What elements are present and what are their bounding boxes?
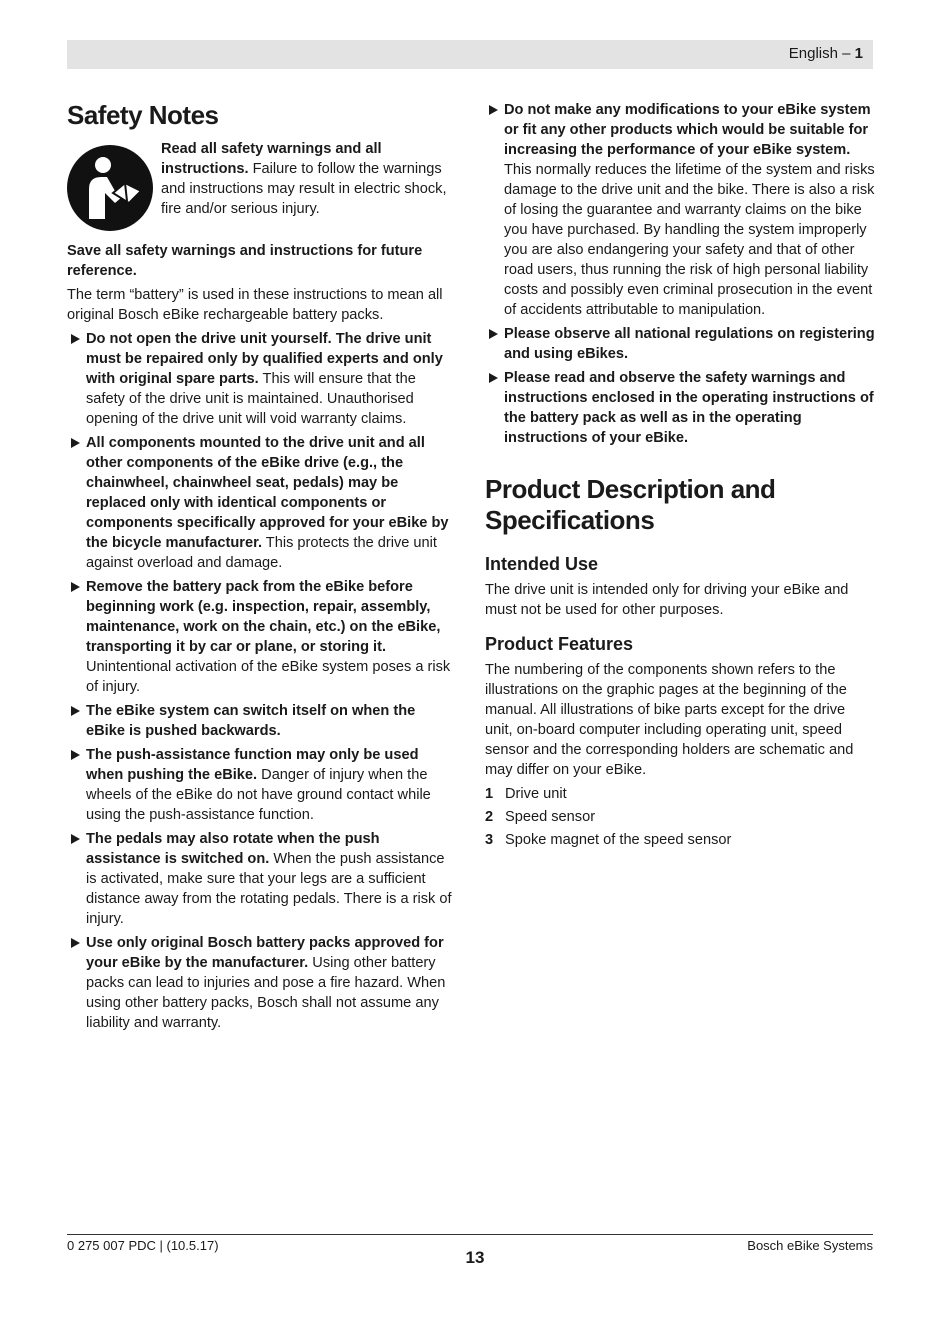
intro-text: Read all safety warnings and all instructions. Failure to follow the warnings and instructions may result in electric shock, fire and/or serious injury. <box>161 141 447 217</box>
header-language: English – 1 <box>788 45 863 62</box>
page-header <box>67 40 873 69</box>
bullet-item: Do not open the drive unit yourself. The drive unit must be repaired only by qualified experts and only with original spare parts. This will ensure that the safety of the drive unit is maintained. Unauthorised opening of the drive unit will void warranty claims. <box>67 329 457 429</box>
product-features-heading: Product Features <box>485 634 634 654</box>
list-item: 2 Speed sensor <box>485 809 596 825</box>
component-list <box>485 784 875 850</box>
header-page: 1 <box>854 45 863 62</box>
product-features-text: The numbering of the components shown refers to the illustrations on the graphic pages at the beginning of the manual. All illustrations of bike parts except for the drive unit, on-board computer including operating unit, speed sensor and the corresponding holders are schematic and may differ on your eBike. <box>485 662 854 778</box>
bullet-item: Please read and observe the safety warnings and instructions enclosed in the operating instructions of the battery pack as well as in the operating instructions of your eBike. <box>485 368 875 448</box>
safety-notes-title: Safety Notes <box>67 100 219 130</box>
bullet-item: Use only original Bosch battery packs approved for your eBike by the manufacturer. Using other battery packs can lead to injuries and pose a fire hazard. When using other battery packs, Bosch shall not assume any liability and warranty. <box>67 933 457 1033</box>
product-description-title: Product Description and Specifications <box>485 474 776 535</box>
bullet-item: The push-assistance function may only be used when pushing the eBike. Danger of injury when the wheels of the eBike do not have ground contact while using the push-assistance function. <box>67 745 457 825</box>
header-language-label: English <box>788 45 838 62</box>
page-number: 13 <box>465 1248 485 1267</box>
list-item: 3 Spoke magnet of the speed sensor <box>485 832 732 848</box>
bullet-item: Do not make any modifications to your eBike system or fit any other products which would be suitable for increasing the performance of your eBike system. This normally reduces the lifetime of the system and risks damage to the drive unit and the bike. There is also a risk of losing the guarantee and warranty claims on the bike you have purchased. By handling the system improperly you are also endangering your safety and that of other road users, thus running the risk of high personal liability costs and possibly even criminal prosecution in the event of accidents attributable to manipulation. <box>485 100 875 320</box>
list-item: 1 Drive unit <box>485 786 567 802</box>
bullet-item: Remove the battery pack from the eBike before beginning work (e.g. inspection, repair, assembly, maintenance, work on the chain, etc.) on the eBike, transporting it by car or plane, or storing it. Unintentional activation of the eBike system poses a risk of injury. <box>67 577 457 697</box>
save-warnings-notice: Save all safety warnings and instructions for future reference. <box>67 243 423 279</box>
intended-use-heading: Intended Use <box>485 554 599 574</box>
intended-use-text: The drive unit is intended only for driving your eBike and must not be used for other purposes. <box>485 582 849 618</box>
safety-intro <box>67 139 457 231</box>
footer-doc-id: 0 275 007 PDC | (10.5.17) <box>67 1238 219 1253</box>
left-column <box>67 100 457 1033</box>
battery-term-paragraph: The term “battery” is used in these instructions to mean all original Bosch eBike rechargeable battery packs. <box>67 287 443 323</box>
bullet-item: The eBike system can switch itself on when the eBike is pushed backwards. <box>67 701 457 741</box>
footer-divider <box>67 1234 873 1235</box>
bullet-item: Please observe all national regulations on registering and using eBikes. <box>485 324 875 364</box>
bullet-item: The pedals may also rotate when the push assistance is switched on. When the push assistance is activated, make sure that your legs are a sufficient distance away from the rotating pedals. There is a risk of injury. <box>67 829 457 929</box>
read-manual-icon <box>67 145 153 231</box>
footer-brand: Bosch eBike Systems <box>747 1238 873 1253</box>
right-column <box>485 100 875 850</box>
bullet-item: All components mounted to the drive unit and all other components of the eBike drive (e.g., the chainwheel, chainwheel seat, pedals) may be replaced only with identical components or components specifically approved for your eBike by the bicycle manufacturer. This protects the drive unit against overload and damage. <box>67 433 457 573</box>
